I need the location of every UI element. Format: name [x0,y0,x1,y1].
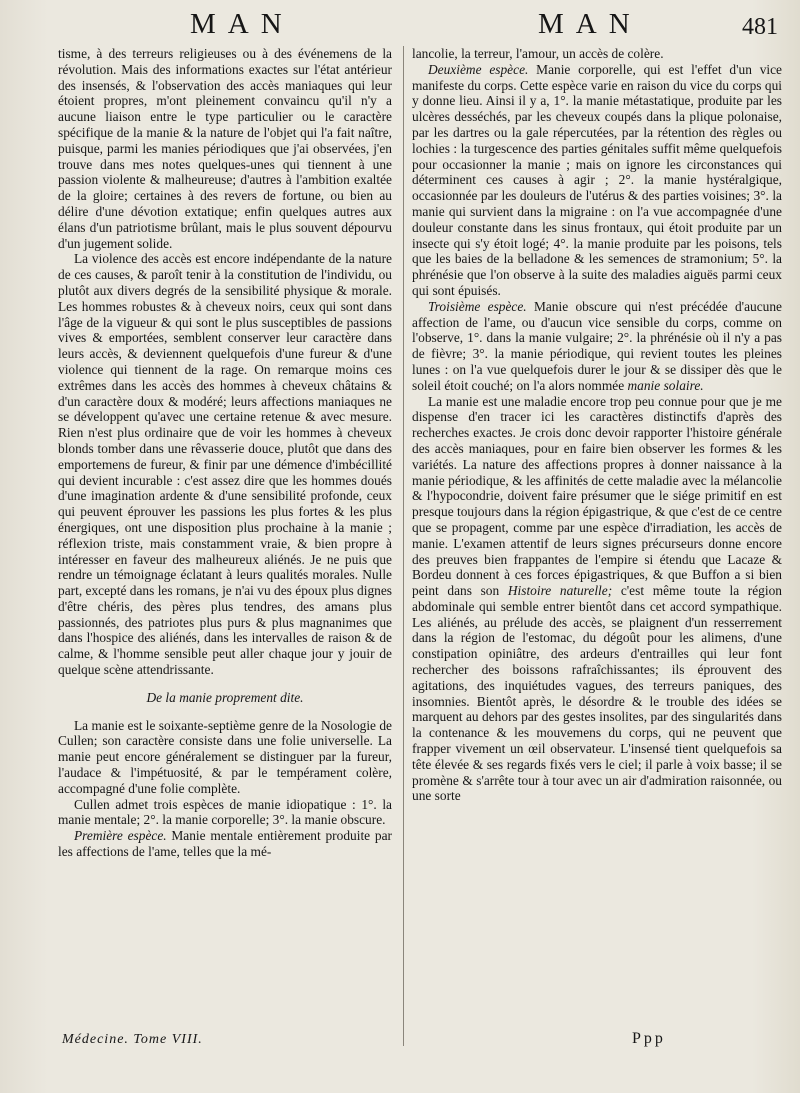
right-paragraph-3-text: Manie obscure qui n'est précédée d'aucune affection de l'ame, ou d'aucun vice sensible du corps, comme on l'observe, 1°. dans la manie vulgaire; 2°. la phrénésie où il n'y a pas de fièvre; 3°. la manie périodique, qui revient toutes les pleines lunes : on l'a vue quelquefois durer le jour & se dissiper dès que le soleil étoit couché; on l'a alors nommée [412,298,782,393]
manie-solaire-term: manie solaire. [627,377,704,393]
right-paragraph-4b: c'est même toute la région abdominale qui semble entrer bientôt dans cet accord sympathique. Les aliénés, au prélude des accès, se plaignent d'un resserrement dans la région de l'estomac, du dégoût pour les alimens, d'une constipation opiniâtre, des ardeurs d'entrailles qui leur font rechercher des boissons rafraîchissantes; ils éprouvent des agitations, des inquiétudes vagues, des terreurs paniques, des insomnies. Bientôt après, le désordre & le trouble des idées se marquent au dehors par des gestes insolites, par des singularités dans la contenance & les mouvemens du corps, qui ne peuvent que frapper vivement un œil observateur. L'insensé tient quelquefois sa tête élevée & ses regards fixés vers le ciel; il parle à voix basse; il se promène & s'arrête tour à tour avec un air d'admiration raisonnée, ou une sorte [412,583,782,804]
left-paragraph-5-text: Manie mentale entièrement produite par les affections de l'ame, telles que la mé- [58,828,392,860]
footer-signature: Ppp [632,1030,666,1047]
left-column [58,46,392,860]
left-paragraph-2: La violence des accès est encore indépendante de la nature de ces causes, & paroît tenir à la constitution de l'individu, ou plutôt aux divers degrés de la sensibilité physique & morale. Les hommes robustes & à cheveux noirs, ceux qui sont dans l'âge de la vigueur & qui sont le plus susceptibles de passions vives & emportées, semblent conserver leur caractère dans leurs accès, & deviennent quelquefois d'une fureur & d'une violence qui tiennent de la rage. On remarque moins ces extrêmes dans les accès des hommes à cheveux châtains & d'un caractère doux & modéré; leurs affections maniaques ne se développent qu'avec une certaine retenue & avec mesure. Rien n'est plus ordinaire que de voir les hommes à cheveux blonds tomber dans une rêvasserie douce, plutôt que dans des emportemens de fureur, & finir par une démence d'imbécillité qui devient incurable : c'est assez dire que les hommes doués d'une imagination ardente & d'une sensibilité profonde, ceux qui peuvent éprouver les passions les plus fortes & les plus énergiques, ont une disposition plus prochaine à la manie ; réflexion triste, mais constamment vraie, & bien propre à intéresser en faveur des malheureux aliénés. Je ne puis que rendre un témoignage éclatant à leurs qualités morales. Nulle part, excepté dans les romans, je n'ai vu des époux plus dignes d'être chéris, des pères plus tendres, des amans plus passionnés, des patriotes plus purs & plus magnanimes que dans l'hospice des aliénés, dans les intervalles de raison & de calme, & l'homme sensible peut aller chaque jour y jouir de quelque scène attendrissante. [58,251,392,678]
species-label-2: Deuxième espèce. [428,61,529,77]
species-label-1: Première espèce. [74,828,167,844]
right-paragraph-4a: La manie est une maladie encore trop peu connue pour que je me dispense d'en tracer ici les caractères distinctifs d'après des recherches exactes. Je crois donc devoir rapporter l'histoire générale des accès maniaques, pour en faire bien observer les formes & les variétés. La nature des affections propres à donner naissance à la manie périodique, & les affinités de cette maladie avec la mélancolie & l'hypocondrie, doivent faire présumer que le siége primitif en est presque toujours dans la région épigastrique, & que c'est de ce centre que se propagent, comme par une espèce d'irradiation, les accès de manie. L'examen attentif de leurs signes précurseurs donne encore des preuves bien frappantes de l'empire si étendu que Lacaze & Bordeu donnent à ces forces épigastriques, & que Buffon a si bien peint dans son [412,393,782,599]
right-paragraph-3 [412,299,782,394]
footer-volume: Médecine. Tome VIII. [62,1032,203,1047]
right-paragraph-1: lancolie, la terreur, l'amour, un accès de colère. [412,46,664,61]
left-paragraph-5 [58,828,392,860]
running-header [0,8,800,42]
right-paragraph-4 [412,394,782,805]
left-paragraph-4: Cullen admet trois espèces de manie idiopatique : 1°. la manie mentale; 2°. la manie corporelle; 3°. la manie obscure. [58,796,392,828]
left-paragraph-1: tisme, à des terreurs religieuses ou à des événemens de la révolution. Mais des informations exactes sur l'état antérieur des insensés, & l'observation des accès maniaques qui leur étoient propres, m'ont pleinement convaincu qu'il n'y a aucune liaison entre le type particulier ou le caractère spécifique de la manie & la nature de l'objet qui l'a fait naître, puisque, parmi les manies périodiques que j'ai observées, j'en trouve dans mes notes quelques-unes qui tiennent à une passion violente & malheureuse; d'autres à l'ambition exaltée de la gloire; certaines à des revers de fortune, ou bien au délire d'une dévotion extatique; enfin quelques autres aux élans d'un patriotisme brûlant, mais le plus souvent dépourvu d'un jugement solide. [58,46,392,251]
header-left-title: MAN [190,8,294,40]
right-column [412,46,782,804]
section-heading: De la manie proprement dite. [146,689,304,705]
right-paragraph-2-text: Manie corporelle, qui est l'effet d'un vice manifeste du corps. Cette espèce varie en raison du vice du corps qui y donne lieu. Ainsi il y a, 1°. la manie métastatique, produite par les ulcères desséchés, par les cheveux coupés dans la plique polonaise, par les dartres ou la gale répercutées, par la rétention des règles ou lochies : la turgescence des parties génitales suffit même quelquefois pour occasionner la manie ; mais on ignore les circonstances qui déterminent ces causes à agir ; 2°. la manie hystéralgique, occasionnée par les douleurs de l'utérus & des parties voisines; 3°. la manie qui survient dans la migraine : on l'a vue accompagnée d'une douleur constante dans les sinus frontaux, qui étoit produite par un insecte qui s'y étoit logé; 4°. la manie produite par les poisons, tels que les baies de la belladone & les semences de stramonium; 5°. la phrénésie que l'on observe à la suite des maladies aiguës parmi ceux qui sont épuisés. [412,61,782,298]
species-label-3: Troisième espèce. [428,298,527,314]
histoire-naturelle-title: Histoire naturelle; [507,583,613,599]
right-paragraph-2 [412,62,782,299]
header-right-title: MAN [538,8,642,40]
page-number: 481 [742,14,778,40]
column-divider [403,46,404,1046]
left-paragraph-3: La manie est le soixante-septième genre de la Nosologie de Cullen; son caractère consiste dans une folie universelle. La manie peut encore généralement se distinguer par la fureur, l'audace & l'impétuosité, & par le tempérament colère, accompagné d'une folie complète. [58,717,392,796]
